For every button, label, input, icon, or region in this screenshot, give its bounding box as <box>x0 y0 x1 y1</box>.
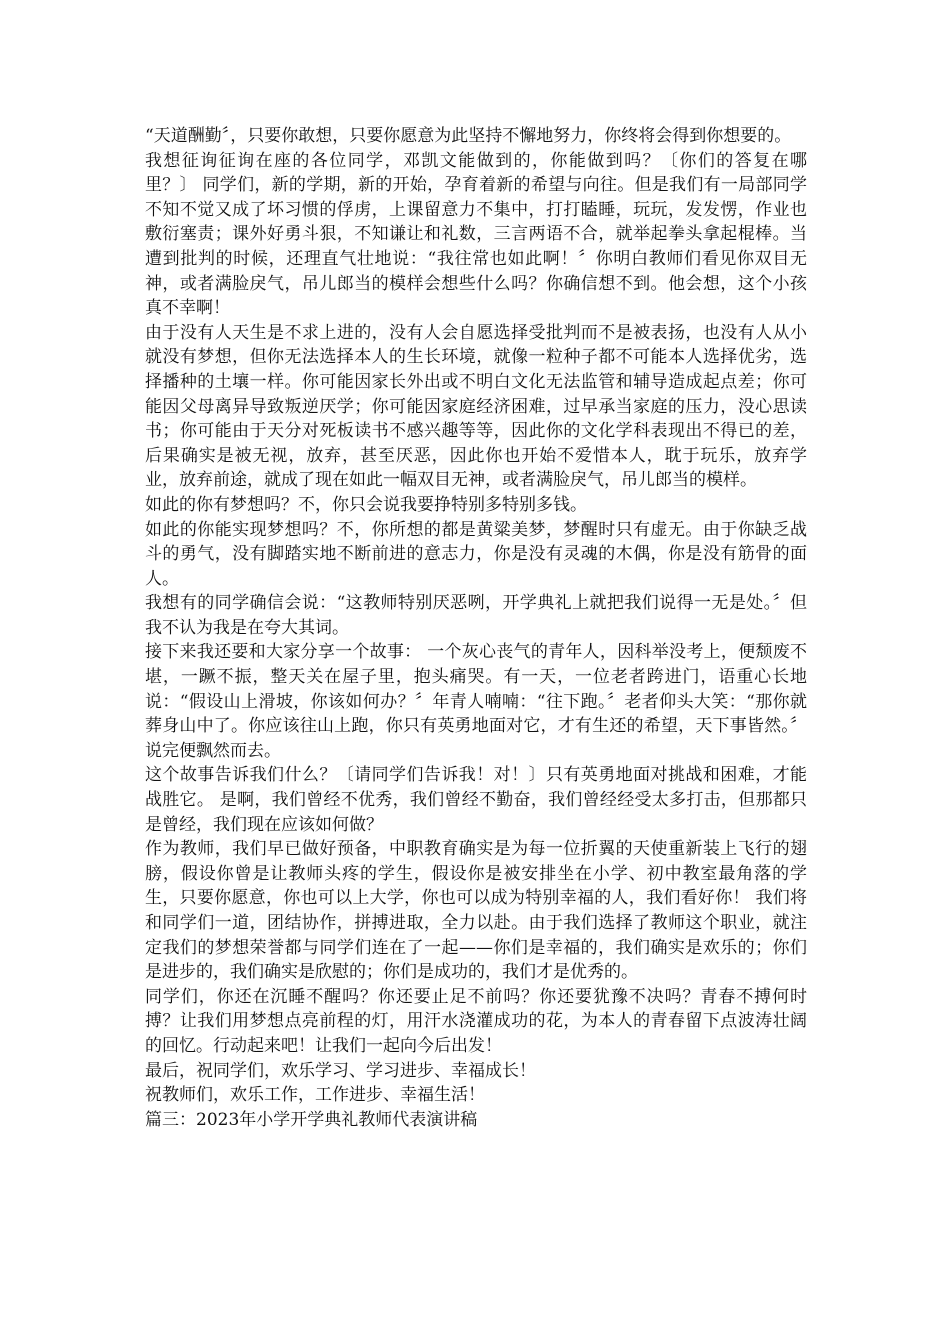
paragraph-2: 我想征询征询在座的各位同学，邓凯文能做到的，你能做到吗？〔你们的答复在哪里？〕 同学们，新的学期，新的开始，孕育着新的希望与向往。但是我们有一局部同学不知不觉又成了坏习惯的俘虏，上课留意力不集中，打打瞌睡，玩玩，发发愣，作业也敷衍塞责；课外好勇斗狠，不知谦让和礼数，三言两语不合，就举起拳头拿起棍棒。当遭到批判的时候，还理直气壮地说：“我往常也如此啊！〞你明白教师们看见你双目无神，或者满脸戾气，吊儿郎当的模样会想些什么吗？你确信想不到。他会想，这个小孩真不幸啊！ <box>145 150 807 319</box>
paragraph-12: 祝教师们，欢乐工作，工作进步、幸福生活！ <box>145 1085 485 1106</box>
paragraph-1: “天道酬勤〞，只要你敢想，只要你愿意为此坚持不懈地努力，你终将会得到你想要的。 <box>145 126 792 146</box>
paragraph-6: 我想有的同学确信会说：“这教师特别厌恶咧，开学典礼上就把我们说得一无是处。〞但我不认为我是在夸大其词。 <box>145 593 807 638</box>
paragraph-4: 如此的你有梦想吗？不，你只会说我要挣特别多特别多钱。 <box>145 494 587 515</box>
document-body <box>145 124 807 1132</box>
paragraph-7: 接下来我还要和大家分享一个故事： 一个灰心丧气的青年人，因科举没考上，便颓废不堪，一蹶不振，整天关在屋子里，抱头痛哭。有一天，一位老者跨进门，语重心长地说：“假设山上滑坡，你该如何办？〞年青人喃喃：“往下跑。〞老者仰头大笑：“那你就葬身山中了。你应该往山上跑，你只有英勇地面对它，才有生还的希望，天下事皆然。〞说完便飘然而去。 <box>145 642 807 761</box>
paragraph-10: 同学们，你还在沉睡不醒吗？你还要止足不前吗？你还要犹豫不决吗？青春不搏何时搏？让我们用梦想点亮前程的灯，用汗水浇灌成功的花，为本人的青春留下点波涛壮阔的回忆。行动起来吧！让我们一起向今后出发！ <box>145 986 807 1056</box>
paragraph-5: 如此的你能实现梦想吗？不，你所想的都是黄粱美梦，梦醒时只有虚无。由于你缺乏战斗的勇气，没有脚踏实地不断前进的意志力，你是没有灵魂的木偶，你是没有筋骨的面人。 <box>145 519 807 589</box>
paragraph-3: 由于没有人天生是不求上进的，没有人会自愿选择受批判而不是被表扬，也没有人从小就没有梦想，但你无法选择本人的生长环境，就像一粒种子都不可能本人选择优劣，选择播种的土壤一样。你可能因家长外出或不明白文化无法监管和辅导造成起点差；你可能因父母离异导致叛逆厌学；你可能因家庭经济困难，过早承当家庭的压力，没心思读书；你可能由于天分对死板读书不感兴趣等等，因此你的文化学科表现出不得已的差，后果确实是被无视，放弃，甚至厌恶，因此你也开始不爱惜本人，耽于玩乐，放弃学业，放弃前途，就成了现在如此一幅双目无神，或者满脸戾气，吊儿郎当的模样。 <box>145 322 807 491</box>
paragraph-8: 这个故事告诉我们什么？〔请同学们告诉我！对！〕只有英勇地面对挑战和困难，才能战胜它。 是啊，我们曾经不优秀，我们曾经不勤奋，我们曾经经受太多打击，但那都只是曾经，我们现在应该如何做？ <box>145 765 807 835</box>
section-heading: 篇三：2023年小学开学典礼教师代表演讲稿 <box>145 1109 478 1130</box>
paragraph-11: 最后，祝同学们，欢乐学习、学习进步、幸福成长！ <box>145 1060 536 1081</box>
paragraph-9: 作为教师，我们早已做好预备，中职教育确实是为每一位折翼的天使重新装上飞行的翅膀，假设你曾是让教师头疼的学生，假设你是被安排坐在小学、初中教室最角落的学生，只要你愿意，你也可以上大学，你也可以成为特别幸福的人，我们看好你！ 我们将和同学们一道，团结协作，拼搏进取，全力以赴。由于我们选择了教师这个职业，就注定我们的梦想荣誉都与同学们连在了一起——你们是幸福的，我们确实是欢乐的；你们是进步的，我们确实是欣慰的；你们是成功的，我们才是优秀的。 <box>145 839 807 983</box>
